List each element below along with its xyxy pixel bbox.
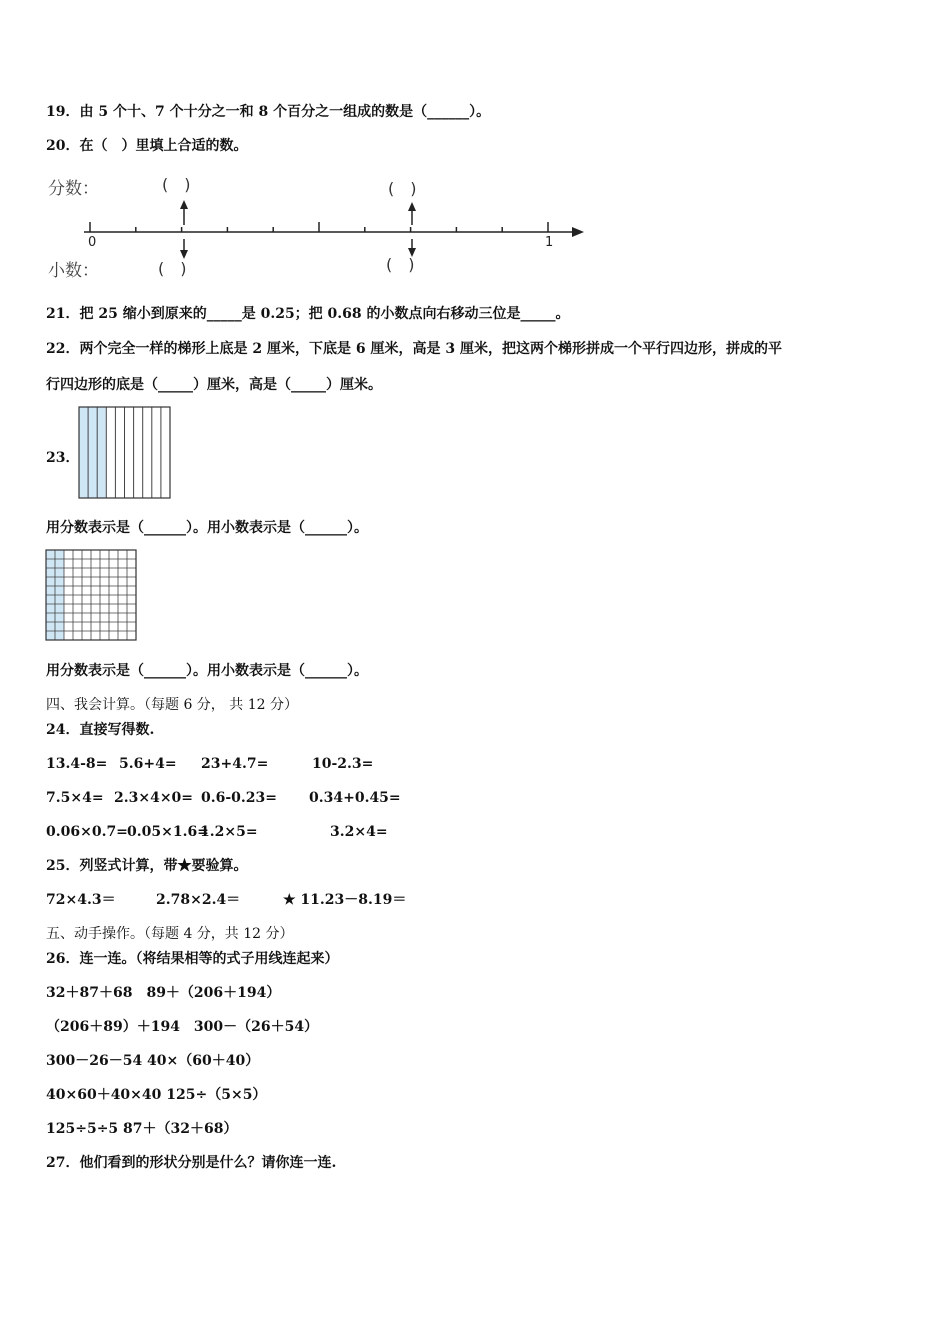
number-line-figure <box>40 170 600 285</box>
fraction-label: 分数： <box>48 179 99 199</box>
question-20: 20．在（ ）里填上合适的数。 <box>46 138 248 154</box>
decimal-blank-1: ( ) <box>158 259 187 278</box>
shaded-region <box>79 407 106 498</box>
down-arrowhead-1 <box>180 250 188 259</box>
decimal-label: 小数： <box>48 261 99 281</box>
calc-item: 0.05×1.6= <box>127 824 209 840</box>
calc-item: 0.34+0.45= <box>309 790 401 806</box>
question-27: 27．他们看到的形状分别是什么？请你连一连. <box>46 1155 337 1171</box>
decimal-blank-2: ( ) <box>386 255 415 274</box>
question-24: 24．直接写得数. <box>46 722 155 738</box>
vertical-calc-item: 72×4.3＝ <box>46 892 116 908</box>
up-arrowhead-2 <box>408 202 416 211</box>
question-19: 19．由 5 个十、7 个十分之一和 8 个百分之一组成的数是（______）。 <box>46 104 491 120</box>
question-26: 26．连一连。（将结果相等的式子用线连起来） <box>46 951 339 967</box>
end-label: 1 <box>545 235 554 250</box>
question-23-answer-1: 用分数表示是（______）。用小数表示是（______）。 <box>46 520 368 536</box>
matching-row: 125÷5÷5 87＋（32＋68） <box>46 1121 238 1137</box>
question-22-line-1: 22．两个完全一样的梯形上底是 2 厘米，下底是 6 厘米，高是 3 厘米，把这两个梯形拼成一个平行四边形，拼成的平 <box>46 341 782 357</box>
calc-item: 13.4-8= <box>46 756 108 772</box>
calc-item: 5.6+4= <box>119 756 177 772</box>
question-21: 21．把 25 缩小到原来的_____是 0.25；把 0.68 的小数点向右移动三位是_____。 <box>46 306 570 322</box>
calc-item: 1.2×5= <box>200 824 258 840</box>
calc-item: 2.3×4×0= <box>114 790 194 806</box>
hundred-grid <box>45 549 137 641</box>
matching-row: 300－26－54 40×（60＋40） <box>46 1053 260 1069</box>
tick-marks <box>90 222 548 232</box>
question-23-answer-2: 用分数表示是（______）。用小数表示是（______）。 <box>46 663 368 679</box>
calc-item: 0.06×0.7= <box>46 824 128 840</box>
calc-item: 3.2×4= <box>330 824 388 840</box>
start-label: 0 <box>88 235 97 250</box>
axis-arrowhead <box>572 227 584 237</box>
question-25: 25．列竖式计算，带★要验算。 <box>46 858 248 874</box>
vertical-calc-item: ★ 11.23－8.19＝ <box>283 892 407 908</box>
question-22-line-2: 行四边形的底是（_____）厘米，高是（_____）厘米。 <box>46 377 382 393</box>
calc-item: 23+4.7= <box>201 756 269 772</box>
matching-row: 40×60＋40×40 125÷（5×5） <box>46 1087 267 1103</box>
matching-row: （206＋89）＋194 300－（26＋54） <box>46 1019 319 1035</box>
calc-item: 10-2.3= <box>312 756 374 772</box>
matching-row: 32＋87＋68 89＋（206＋194） <box>46 985 281 1001</box>
section-4-heading: 四、我会计算。（每题 6 分， 共 12 分） <box>46 697 298 713</box>
fraction-blank-1: ( ) <box>162 175 191 194</box>
question-23-number: 23． <box>46 450 80 466</box>
fraction-blank-2: ( ) <box>388 179 417 198</box>
up-arrowhead-1 <box>180 200 188 209</box>
calc-item: 0.6-0.23= <box>201 790 277 806</box>
vertical-calc-item: 2.78×2.4＝ <box>156 892 241 908</box>
calc-item: 7.5×4= <box>46 790 104 806</box>
column-grid <box>78 406 171 499</box>
section-5-heading: 五、动手操作。（每题 4 分，共 12 分） <box>46 926 294 942</box>
